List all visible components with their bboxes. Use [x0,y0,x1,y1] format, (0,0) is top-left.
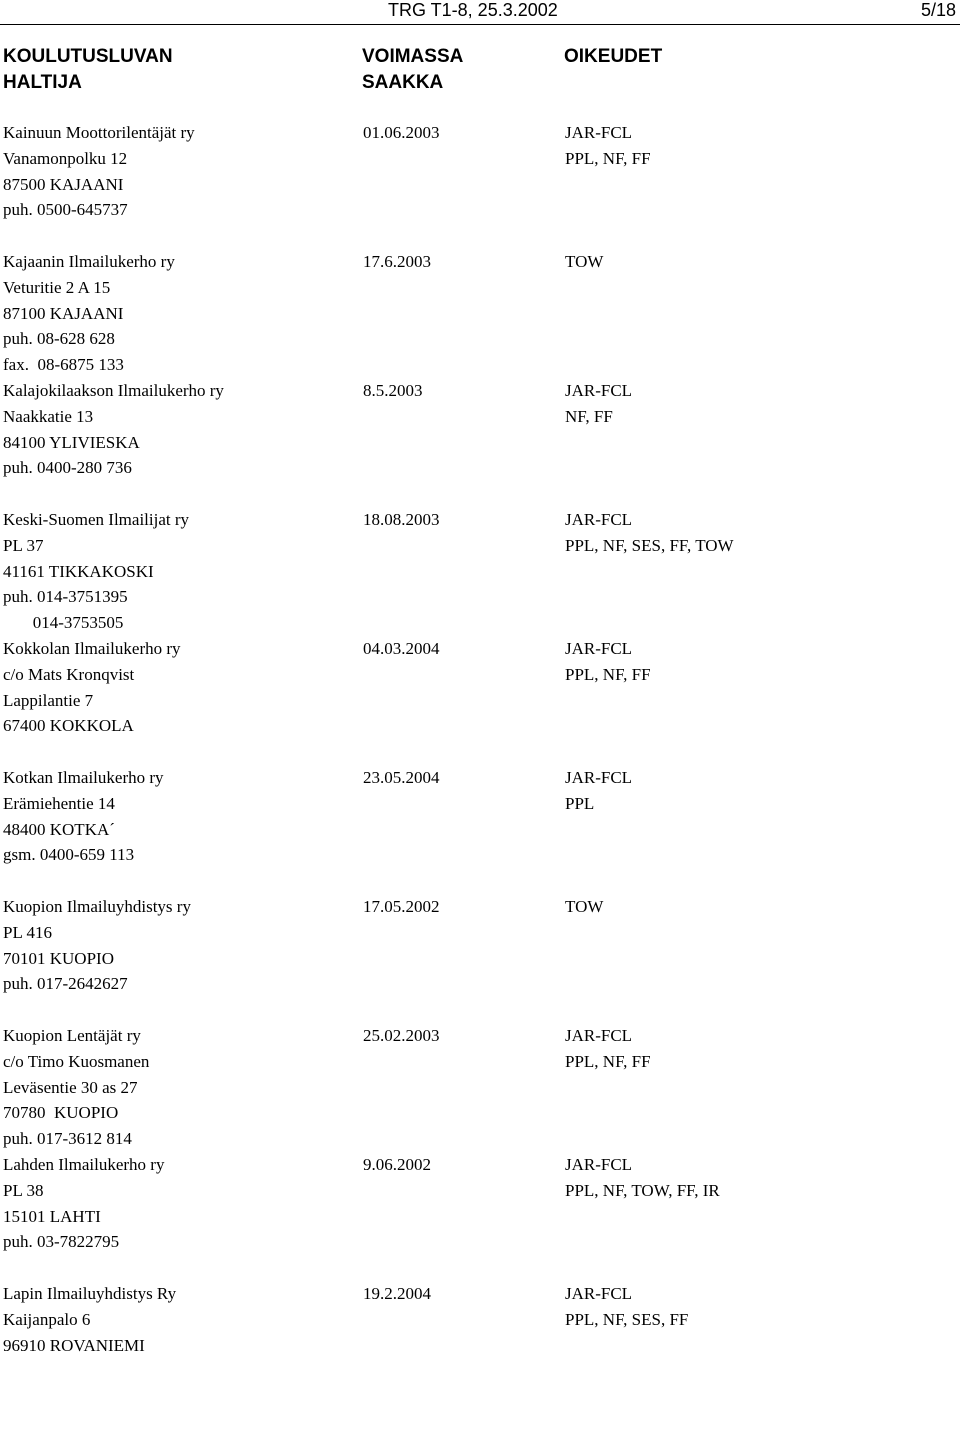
license-holder-entry [0,765,960,894]
holder-address-line: Naakkatie 13 [3,406,94,426]
holder-address-line: 014-3753505 [3,613,124,633]
valid-until-date: 04.03.2004 [363,639,440,658]
license-holder-entry [0,894,960,1023]
holder-address-block [3,249,175,378]
column-header-rights [564,44,662,70]
valid-until-date: 01.06.2003 [363,123,440,142]
holder-address-line: puh. 017-3612 814 [3,1129,132,1149]
rights-block [565,1152,720,1204]
holder-address-block [3,765,164,868]
license-holder-entry [0,1152,960,1281]
holder-address-block [3,1023,149,1152]
holder-address-block [3,894,191,997]
license-holder-list [0,120,960,1410]
valid-until-date: 17.6.2003 [363,252,431,271]
holder-address-block [3,1281,176,1358]
holder-name: Kotkan Ilmailukerho ry [3,768,164,787]
rights-line: JAR-FCL [565,768,633,787]
rights-line: PPL, NF, TOW, FF, IR [565,1180,720,1200]
holder-address-line: Lappilantie 7 [3,690,94,710]
holder-address-line: Erämiehentie 14 [3,793,115,813]
rights-line: PPL, NF, SES, FF, TOW [565,535,734,555]
rights-line: JAR-FCL [565,1155,633,1174]
header-rule [0,24,960,25]
rights-line: TOW [565,252,604,271]
license-holder-entry [0,636,960,765]
license-holder-entry [0,249,960,378]
valid-until-date: 23.05.2004 [363,768,440,787]
rights-block [565,507,734,559]
holder-address-line: c/o Mats Kronqvist [3,664,135,684]
holder-name: Keski-Suomen Ilmailijat ry [3,510,190,529]
rights-line: JAR-FCL [565,1284,633,1303]
holder-address-line: puh. 017-2642627 [3,974,128,994]
column-header-line: HALTIJA [3,72,82,93]
holder-name: Lahden Ilmailukerho ry [3,1155,165,1174]
valid-until-date: 25.02.2003 [363,1026,440,1045]
valid-until-date: 8.5.2003 [363,381,423,400]
holder-address-line: 87500 KAJAANI [3,174,124,194]
rights-line: PPL, NF, FF [565,148,651,168]
column-header-line: KOULUTUSLUVAN [3,46,173,67]
license-holder-entry [0,378,960,507]
rights-line: TOW [565,897,604,916]
holder-address-line: puh. 014-3751395 [3,587,128,607]
page-header [0,0,960,22]
holder-address-line: Veturitie 2 A 15 [3,277,111,297]
holder-address-line: 48400 KOTKA´ [3,819,115,839]
rights-block [565,765,632,817]
holder-address-line: 87100 KAJAANI [3,303,124,323]
holder-address-block [3,636,181,739]
rights-block [565,1281,688,1333]
license-holder-entry [0,1281,960,1410]
holder-address-line: puh. 0400-280 736 [3,458,132,478]
holder-address-line: 67400 KOKKOLA [3,716,134,736]
rights-line: PPL, NF, FF [565,1051,651,1071]
rights-line: JAR-FCL [565,1026,633,1045]
holder-name: Kuopion Lentäjät ry [3,1026,141,1045]
holder-address-line: gsm. 0400-659 113 [3,845,135,865]
holder-name: Kajaanin Ilmailukerho ry [3,252,175,271]
column-header-line: SAAKKA [362,72,444,93]
page-number: 5/18 [920,0,956,20]
rights-line: NF, FF [565,406,613,426]
column-header-line: VOIMASSA [362,46,464,67]
holder-address-line: PL 416 [3,922,52,942]
rights-line: JAR-FCL [565,381,633,400]
holder-name: Kuopion Ilmailuyhdistys ry [3,897,191,916]
holder-address-block [3,378,224,481]
holder-address-line: Vanamonpolku 12 [3,148,128,168]
holder-address-line: 70780 KUOPIO [3,1103,119,1123]
rights-block [565,120,651,172]
column-header-license-holder [3,44,173,96]
rights-block [565,636,651,688]
holder-address-line: 15101 LAHTI [3,1206,101,1226]
license-holder-entry [0,1023,960,1152]
holder-address-line: 96910 ROVANIEMI [3,1335,145,1355]
rights-block [565,1023,651,1075]
holder-address-line: fax. 08-6875 133 [3,355,124,375]
valid-until-date: 17.05.2002 [363,897,440,916]
rights-line: PPL, NF, FF [565,664,651,684]
holder-address-line: 84100 YLIVIESKA [3,432,140,452]
holder-name: Lapin Ilmailuyhdistys Ry [3,1284,177,1303]
rights-line: JAR-FCL [565,639,633,658]
column-header-valid-until [362,44,463,96]
holder-name: Kalajokilaakson Ilmailukerho ry [3,381,224,400]
holder-name: Kokkolan Ilmailukerho ry [3,639,181,658]
column-header-line: OIKEUDET [564,46,663,67]
rights-block [565,249,603,275]
holder-address-block [3,1152,164,1255]
rights-line: PPL, NF, SES, FF [565,1309,689,1329]
rights-block [565,894,603,920]
license-holder-entry [0,120,960,249]
holder-address-line: puh. 03-7822795 [3,1232,120,1252]
holder-address-line: 41161 TIKKAKOSKI [3,561,154,581]
holder-address-line: 70101 KUOPIO [3,948,114,968]
holder-address-block [3,120,195,223]
rights-block [565,378,632,430]
rights-line: PPL [565,793,595,813]
document-reference: TRG T1-8, 25.3.2002 [388,0,558,20]
holder-address-line: puh. 0500-645737 [3,200,128,220]
holder-address-line: PL 38 [3,1180,44,1200]
valid-until-date: 19.2.2004 [363,1284,431,1303]
holder-address-line: puh. 08-628 628 [3,329,115,349]
holder-address-line: Leväsentie 30 as 27 [3,1077,138,1097]
holder-address-block [3,507,189,636]
holder-name: Kainuun Moottorilentäjät ry [3,123,195,142]
holder-address-line: c/o Timo Kuosmanen [3,1051,150,1071]
valid-until-date: 18.08.2003 [363,510,440,529]
rights-line: JAR-FCL [565,123,633,142]
rights-line: JAR-FCL [565,510,633,529]
holder-address-line: PL 37 [3,535,44,555]
holder-address-line: Kaijanpalo 6 [3,1309,91,1329]
license-holder-entry [0,507,960,636]
valid-until-date: 9.06.2002 [363,1155,431,1174]
